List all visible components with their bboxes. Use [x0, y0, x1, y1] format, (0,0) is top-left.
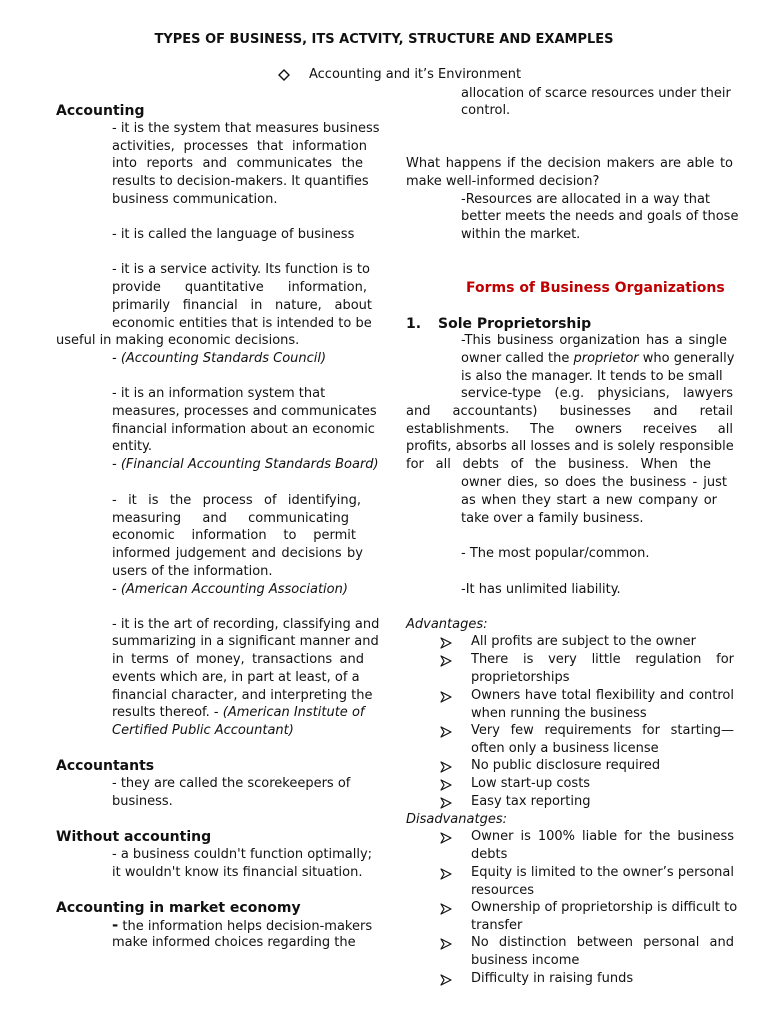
sole-line: profits, absorbs all losses and is solely responsible: [406, 439, 734, 454]
bullet-item-text: Ownership of proprietorship is difficult to: [471, 900, 738, 915]
subtitle: Accounting and it’s Environment: [309, 67, 522, 82]
forms-heading: Forms of Business Organizations: [466, 280, 725, 296]
bullet-item-text: transfer: [471, 918, 523, 933]
sole-line: establishments. The owners receives all: [406, 422, 733, 437]
sole-line-part: owner called the: [461, 351, 574, 366]
bullet-item-text: business income: [471, 953, 580, 968]
def6-last-plain: results thereof. -: [112, 705, 223, 720]
sole-line: [461, 351, 734, 367]
arrow-bullet-icon: [440, 832, 456, 848]
bullet-item-text: Easy tax reporting: [471, 794, 591, 809]
answer-line: better meets the needs and goals of those: [461, 209, 739, 224]
question-line: make well-informed decision?: [406, 174, 600, 189]
def4-source: - (Financial Accounting Standards Board): [112, 457, 379, 472]
def5-line: informed judgement and decisions by: [112, 546, 363, 561]
accountants-heading: Accountants: [56, 758, 155, 774]
def6-source: (American Institute of: [222, 705, 365, 720]
def3-source: - (Accounting Standards Council): [112, 351, 327, 366]
bullet-item-text: often only a business license: [471, 741, 659, 756]
popular-note: - The most popular/common.: [461, 546, 650, 561]
def3-line: economic entities that is intended to be: [112, 316, 372, 331]
bullet-item-text: Low start-up costs: [471, 776, 591, 791]
def3-line: - it is a service activity. Its function is to: [112, 262, 370, 277]
def3-line: provide quantitative information,: [112, 280, 367, 295]
arrow-bullet-icon: [440, 797, 456, 813]
sole-line: take over a family business.: [461, 511, 644, 526]
bullet-item-text: Owner is 100% liable for the business: [471, 829, 734, 844]
market-text-part: the information helps decision-makers: [118, 919, 373, 934]
def3-line: primarily financial in nature, about: [112, 298, 372, 313]
arrow-bullet-icon: [440, 637, 456, 653]
sole-line-part: who generally: [638, 351, 735, 366]
without-accounting-text: - a business couldn't function optimally;: [112, 847, 373, 862]
arrow-bullet-icon: [440, 691, 456, 707]
bullet-item-text: No public disclosure required: [471, 758, 661, 773]
bullet-item-text: Owners have total flexibility and control: [471, 688, 734, 703]
sole-line: as when they start a new company or: [461, 493, 717, 508]
continuation-line: allocation of scarce resources under their: [461, 86, 731, 101]
def1-line: - it is the system that measures business: [112, 121, 380, 136]
proprietor-term: proprietor: [573, 351, 639, 366]
def6-source-cont: Certified Public Accountant): [112, 723, 294, 738]
def6-line: - it is the art of recording, classifying and: [112, 617, 380, 632]
def6-line: events which are, in part at least, of a: [112, 670, 360, 685]
continuation-line: control.: [461, 103, 511, 118]
sole-proprietorship-heading: Sole Proprietorship: [438, 316, 592, 332]
arrow-bullet-icon: [440, 974, 456, 990]
bullet-item-text: Difficulty in raising funds: [471, 971, 634, 986]
arrow-bullet-icon: [440, 779, 456, 795]
advantages-label: Advantages:: [406, 617, 488, 632]
liability-note: -It has unlimited liability.: [461, 582, 621, 597]
page-title: TYPES OF BUSINESS, ITS ACTVITY, STRUCTURE AND EXAMPLES: [154, 32, 614, 47]
arrow-bullet-icon: [440, 655, 456, 671]
diamond-bullet-icon: [278, 69, 290, 81]
sole-line: owner dies, so does the business - just: [461, 475, 727, 490]
sole-line: for all debts of the business. When the: [406, 457, 711, 472]
def4-line: - it is an information system that: [112, 386, 326, 401]
arrow-bullet-icon: [440, 761, 456, 777]
sole-line: is also the manager. It tends to be small: [461, 369, 723, 384]
bullet-item-text: There is very little regulation for: [471, 652, 734, 667]
market-economy-heading: Accounting in market economy: [56, 900, 301, 916]
sole-number: 1.: [406, 316, 422, 332]
def4-line: measures, processes and communicates: [112, 404, 377, 419]
answer-line: -Resources are allocated in a way that: [461, 192, 711, 207]
disadvantages-label: Disadvanatges:: [406, 812, 507, 827]
arrow-bullet-icon: [440, 726, 456, 742]
def6-last-line: [112, 705, 364, 721]
bullet-item-text: All profits are subject to the owner: [471, 634, 696, 649]
def1-line: activities, processes that information: [112, 139, 367, 154]
bullet-item-text: resources: [471, 883, 535, 898]
accountants-text: - they are called the scorekeepers of: [112, 776, 351, 791]
without-accounting-heading: Without accounting: [56, 829, 212, 845]
accountants-text: business.: [112, 794, 173, 809]
market-economy-text: make informed choices regarding the: [112, 935, 356, 950]
arrow-bullet-icon: [440, 868, 456, 884]
def5-line: measuring and communicating: [112, 511, 349, 526]
def1-line: into reports and communicates the: [112, 156, 363, 171]
without-accounting-text: it wouldn't know its financial situation.: [112, 865, 363, 880]
bullet-item-text: when running the business: [471, 706, 647, 721]
question-line: What happens if the decision makers are able to: [406, 156, 733, 171]
def6-line: summarizing in a significant manner and: [112, 634, 379, 649]
def5-source: - (American Accounting Association): [112, 582, 348, 597]
def4-line: financial information about an economic: [112, 422, 375, 437]
def5-line: - it is the process of identifying,: [112, 493, 361, 508]
sole-line: service-type (e.g. physicians, lawyers: [461, 386, 733, 401]
def5-line: users of the information.: [112, 564, 273, 579]
market-dash: -: [112, 916, 119, 934]
accounting-heading: Accounting: [56, 103, 145, 119]
market-economy-text: [112, 917, 372, 935]
sole-line: -This business organization has a single: [461, 333, 727, 348]
def3-line: useful in making economic decisions.: [56, 333, 300, 348]
bullet-item-text: proprietorships: [471, 670, 570, 685]
def4-line: entity.: [112, 439, 153, 454]
def1-line: results to decision-makers. It quantifies: [112, 174, 369, 189]
answer-line: within the market.: [461, 227, 581, 242]
def6-line: in terms of money, transactions and: [112, 652, 364, 667]
bullet-item-text: debts: [471, 847, 508, 862]
def2-line: - it is called the language of business: [112, 227, 355, 242]
bullet-item-text: Equity is limited to the owner’s personal: [471, 865, 734, 880]
arrow-bullet-icon: [440, 903, 456, 919]
def5-line: economic information to permit: [112, 528, 356, 543]
bullet-item-text: Very few requirements for starting—: [471, 723, 734, 738]
def1-line: business communication.: [112, 192, 278, 207]
arrow-bullet-icon: [440, 938, 456, 954]
sole-line: and accountants) businesses and retail: [406, 404, 733, 419]
bullet-item-text: No distinction between personal and: [471, 935, 734, 950]
def6-line: financial character, and interpreting the: [112, 688, 373, 703]
